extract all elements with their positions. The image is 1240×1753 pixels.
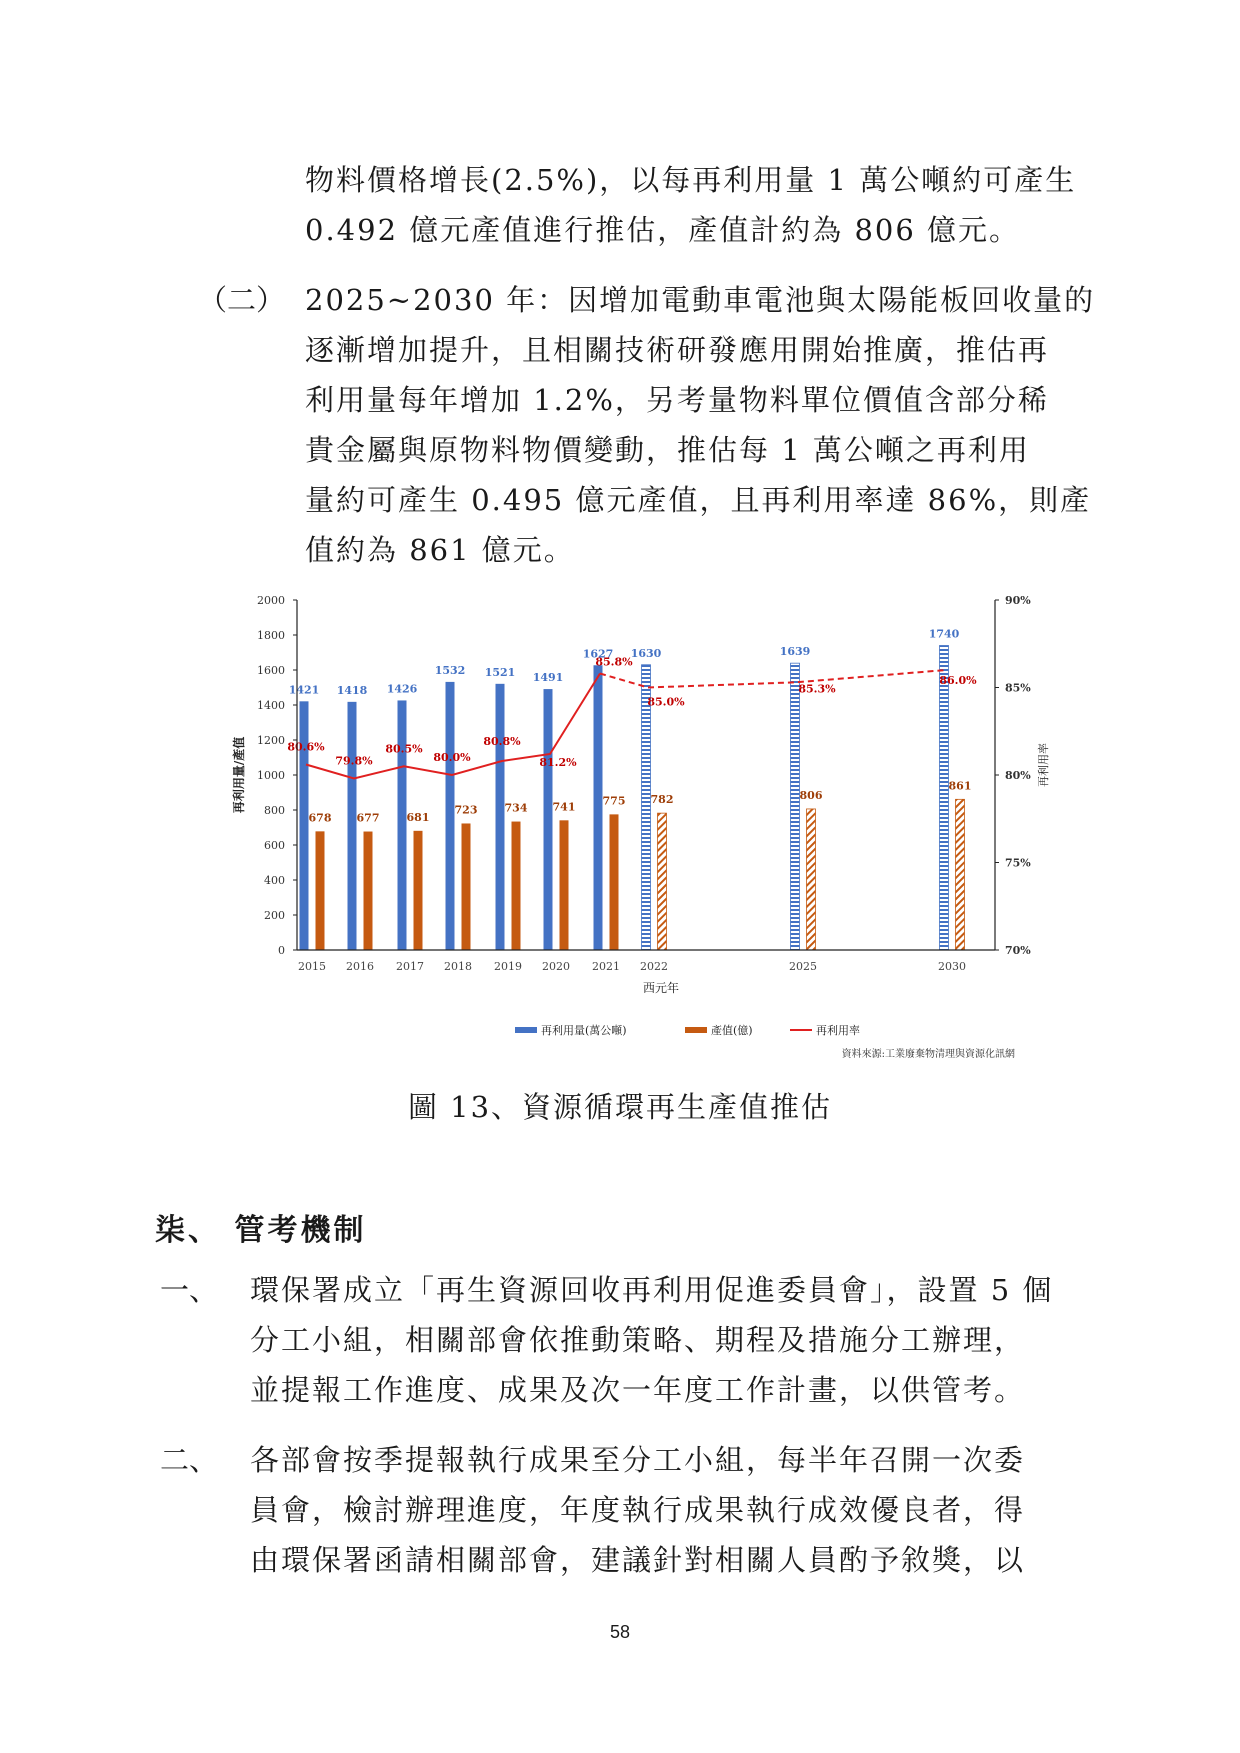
bar-value-2017 — [414, 831, 423, 950]
data-label-rate: 80.0% — [433, 751, 471, 764]
x-tick-label: 2016 — [346, 960, 374, 973]
section-item-1-line: 分工小組，相關部會依推動策略、期程及措施分工辦理， — [250, 1323, 1026, 1357]
data-label-value: 677 — [356, 811, 380, 825]
legend-reuse-swatch — [515, 1027, 537, 1033]
bar-reuse-2018 — [446, 682, 455, 950]
y2-tick-label: 85% — [1005, 681, 1031, 695]
legend-value-swatch — [685, 1027, 707, 1033]
bar-reuse-2021 — [594, 665, 603, 950]
data-label-rate: 85.8% — [595, 655, 633, 669]
data-label-rate: 80.5% — [385, 742, 423, 756]
intro-line: 物料價格增長(2.5%)，以每再利用量 1 萬公噸約可產生 — [305, 163, 1077, 197]
item-2-line: 貴金屬與原物料物價變動，推估每 1 萬公噸之再利用 — [305, 433, 1030, 467]
y-tick-label: 1000 — [257, 769, 285, 782]
bar-value-2022 — [658, 813, 667, 950]
data-label-value: 806 — [799, 788, 823, 802]
bar-reuse-2017 — [398, 700, 407, 950]
y-tick-label: 1400 — [257, 699, 285, 712]
data-label-value: 741 — [552, 800, 576, 814]
data-label-rate: 81.2% — [539, 756, 577, 769]
y-tick-label: 1800 — [257, 629, 285, 642]
data-label-rate: 80.6% — [287, 740, 325, 754]
data-label-reuse: 1627 — [582, 647, 614, 661]
bar-reuse-2015 — [300, 701, 309, 950]
x-tick-label: 2015 — [298, 960, 326, 973]
y-tick-label: 2000 — [257, 594, 285, 607]
section-item-2-label: 二、 — [160, 1443, 219, 1477]
data-label-reuse: 1532 — [434, 663, 466, 677]
data-label-value: 775 — [602, 794, 626, 808]
data-label-rate: 85.0% — [647, 695, 685, 709]
data-label-reuse: 1491 — [532, 671, 564, 685]
x-tick-label: 2019 — [494, 960, 522, 973]
y2-tick-label: 75% — [1005, 856, 1031, 870]
rate-line-projected — [600, 670, 946, 688]
y-tick-label: 0 — [278, 944, 285, 957]
item-2-line: 量約可產生 0.495 億元產值，且再利用率達 86%，則產 — [305, 483, 1092, 517]
data-label-value: 782 — [650, 793, 674, 807]
source-note: 資料來源:工業廢棄物清理與資源化訊網 — [841, 1049, 1015, 1060]
data-label-rate: 79.8% — [335, 754, 373, 768]
bar-value-2025 — [807, 809, 816, 950]
x-tick-label: 2018 — [444, 960, 472, 973]
x-tick-label: 2025 — [789, 960, 817, 973]
section-item-2-line: 各部會按季提報執行成果至分工小組，每半年召開一次委 — [250, 1443, 1026, 1477]
y-tick-label: 1200 — [257, 734, 285, 747]
data-label-rate: 86.0% — [939, 674, 977, 687]
data-label-reuse: 1639 — [779, 645, 811, 659]
item-2-paragraph — [305, 275, 1095, 575]
data-label-reuse: 1740 — [928, 627, 960, 641]
section-item-1-paragraph — [250, 1265, 1053, 1415]
y-tick-label: 400 — [264, 874, 285, 887]
data-label-reuse: 1630 — [630, 646, 662, 660]
data-label-reuse: 1521 — [484, 665, 516, 679]
bar-reuse-2030 — [940, 646, 949, 951]
data-label-reuse: 1418 — [336, 683, 368, 697]
bar-value-2030 — [956, 799, 965, 950]
y-axis-title: 再利用量/產值 — [232, 736, 246, 814]
section-heading: 柒、 管考機制 — [155, 1213, 367, 1248]
data-label-reuse: 1421 — [288, 683, 320, 697]
figure-caption: 圖 13、資源循環再生產值推估 — [407, 1090, 833, 1124]
section-item-2-line: 員會，檢討辦理進度，年度執行成果執行成效優良者，得 — [250, 1493, 1026, 1527]
y-tick-label: 200 — [264, 909, 285, 922]
data-label-rate: 80.8% — [483, 735, 521, 748]
item-2-line: 逐漸增加提升，且相關技術研發應用開始推廣，推估再 — [305, 333, 1050, 367]
intro-paragraph — [305, 155, 1076, 255]
y2-tick-label: 90% — [1005, 594, 1031, 607]
y-tick-label: 800 — [264, 804, 285, 817]
section-item-2-line: 由環保署函請相關部會，建議針對相關人員酌予敘獎，以 — [250, 1543, 1026, 1577]
item-2-line: 值約為 861 億元。 — [305, 533, 575, 567]
bar-value-2016 — [364, 832, 373, 950]
legend-rate-label: 再利用率 — [816, 1024, 860, 1037]
x-tick-label: 2030 — [938, 960, 966, 973]
item-2-label: （二） — [198, 283, 286, 317]
data-label-value: 861 — [948, 779, 972, 793]
x-axis-title: 西元年 — [642, 981, 680, 995]
data-label-value: 681 — [406, 810, 430, 824]
page-number: 58 — [609, 1622, 631, 1642]
intro-line: 0.492 億元產值進行推估，產值計約為 806 億元。 — [305, 213, 1021, 247]
data-label-value: 734 — [504, 801, 528, 815]
reuse-value-chart — [215, 585, 1075, 1065]
y2-tick-label: 80% — [1005, 769, 1031, 782]
section-item-1-label: 一、 — [160, 1273, 219, 1307]
item-2-line: 2025~2030 年：因增加電動車電池與太陽能板回收量的 — [305, 283, 1096, 317]
data-label-rate: 85.3% — [798, 682, 836, 696]
x-tick-label: 2017 — [396, 960, 424, 973]
y2-axis-title: 再利用率 — [1037, 743, 1050, 787]
y2-tick-label: 70% — [1005, 944, 1031, 957]
bar-value-2018 — [462, 823, 471, 950]
legend-reuse-label: 再利用量(萬公噸) — [541, 1024, 627, 1037]
bar-reuse-2020 — [544, 689, 553, 950]
x-tick-label: 2022 — [640, 960, 668, 973]
bar-value-2015 — [316, 831, 325, 950]
legend-value-label: 產值(億) — [711, 1024, 753, 1037]
x-tick-label: 2021 — [592, 960, 620, 973]
section-item-1-line: 環保署成立「再生資源回收再利用促進委員會」，設置 5 個 — [250, 1273, 1054, 1307]
y-tick-label: 1600 — [257, 664, 285, 677]
item-2-line: 利用量每年增加 1.2%，另考量物料單位價值含部分稀 — [305, 383, 1049, 417]
bar-reuse-2019 — [496, 684, 505, 950]
data-label-value: 678 — [308, 811, 332, 825]
y-tick-label: 600 — [264, 839, 285, 852]
section-item-2-paragraph — [250, 1435, 1025, 1585]
x-tick-label: 2020 — [542, 960, 570, 973]
bar-value-2019 — [512, 822, 521, 950]
data-label-reuse: 1426 — [386, 682, 418, 696]
data-label-value: 723 — [454, 803, 478, 817]
section-item-1-line: 並提報工作進度、成果及次一年度工作計畫，以供管考。 — [250, 1373, 1026, 1407]
bar-value-2021 — [610, 814, 619, 950]
bar-reuse-2025 — [791, 663, 800, 950]
bar-value-2020 — [560, 820, 569, 950]
bar-reuse-2016 — [348, 702, 357, 950]
